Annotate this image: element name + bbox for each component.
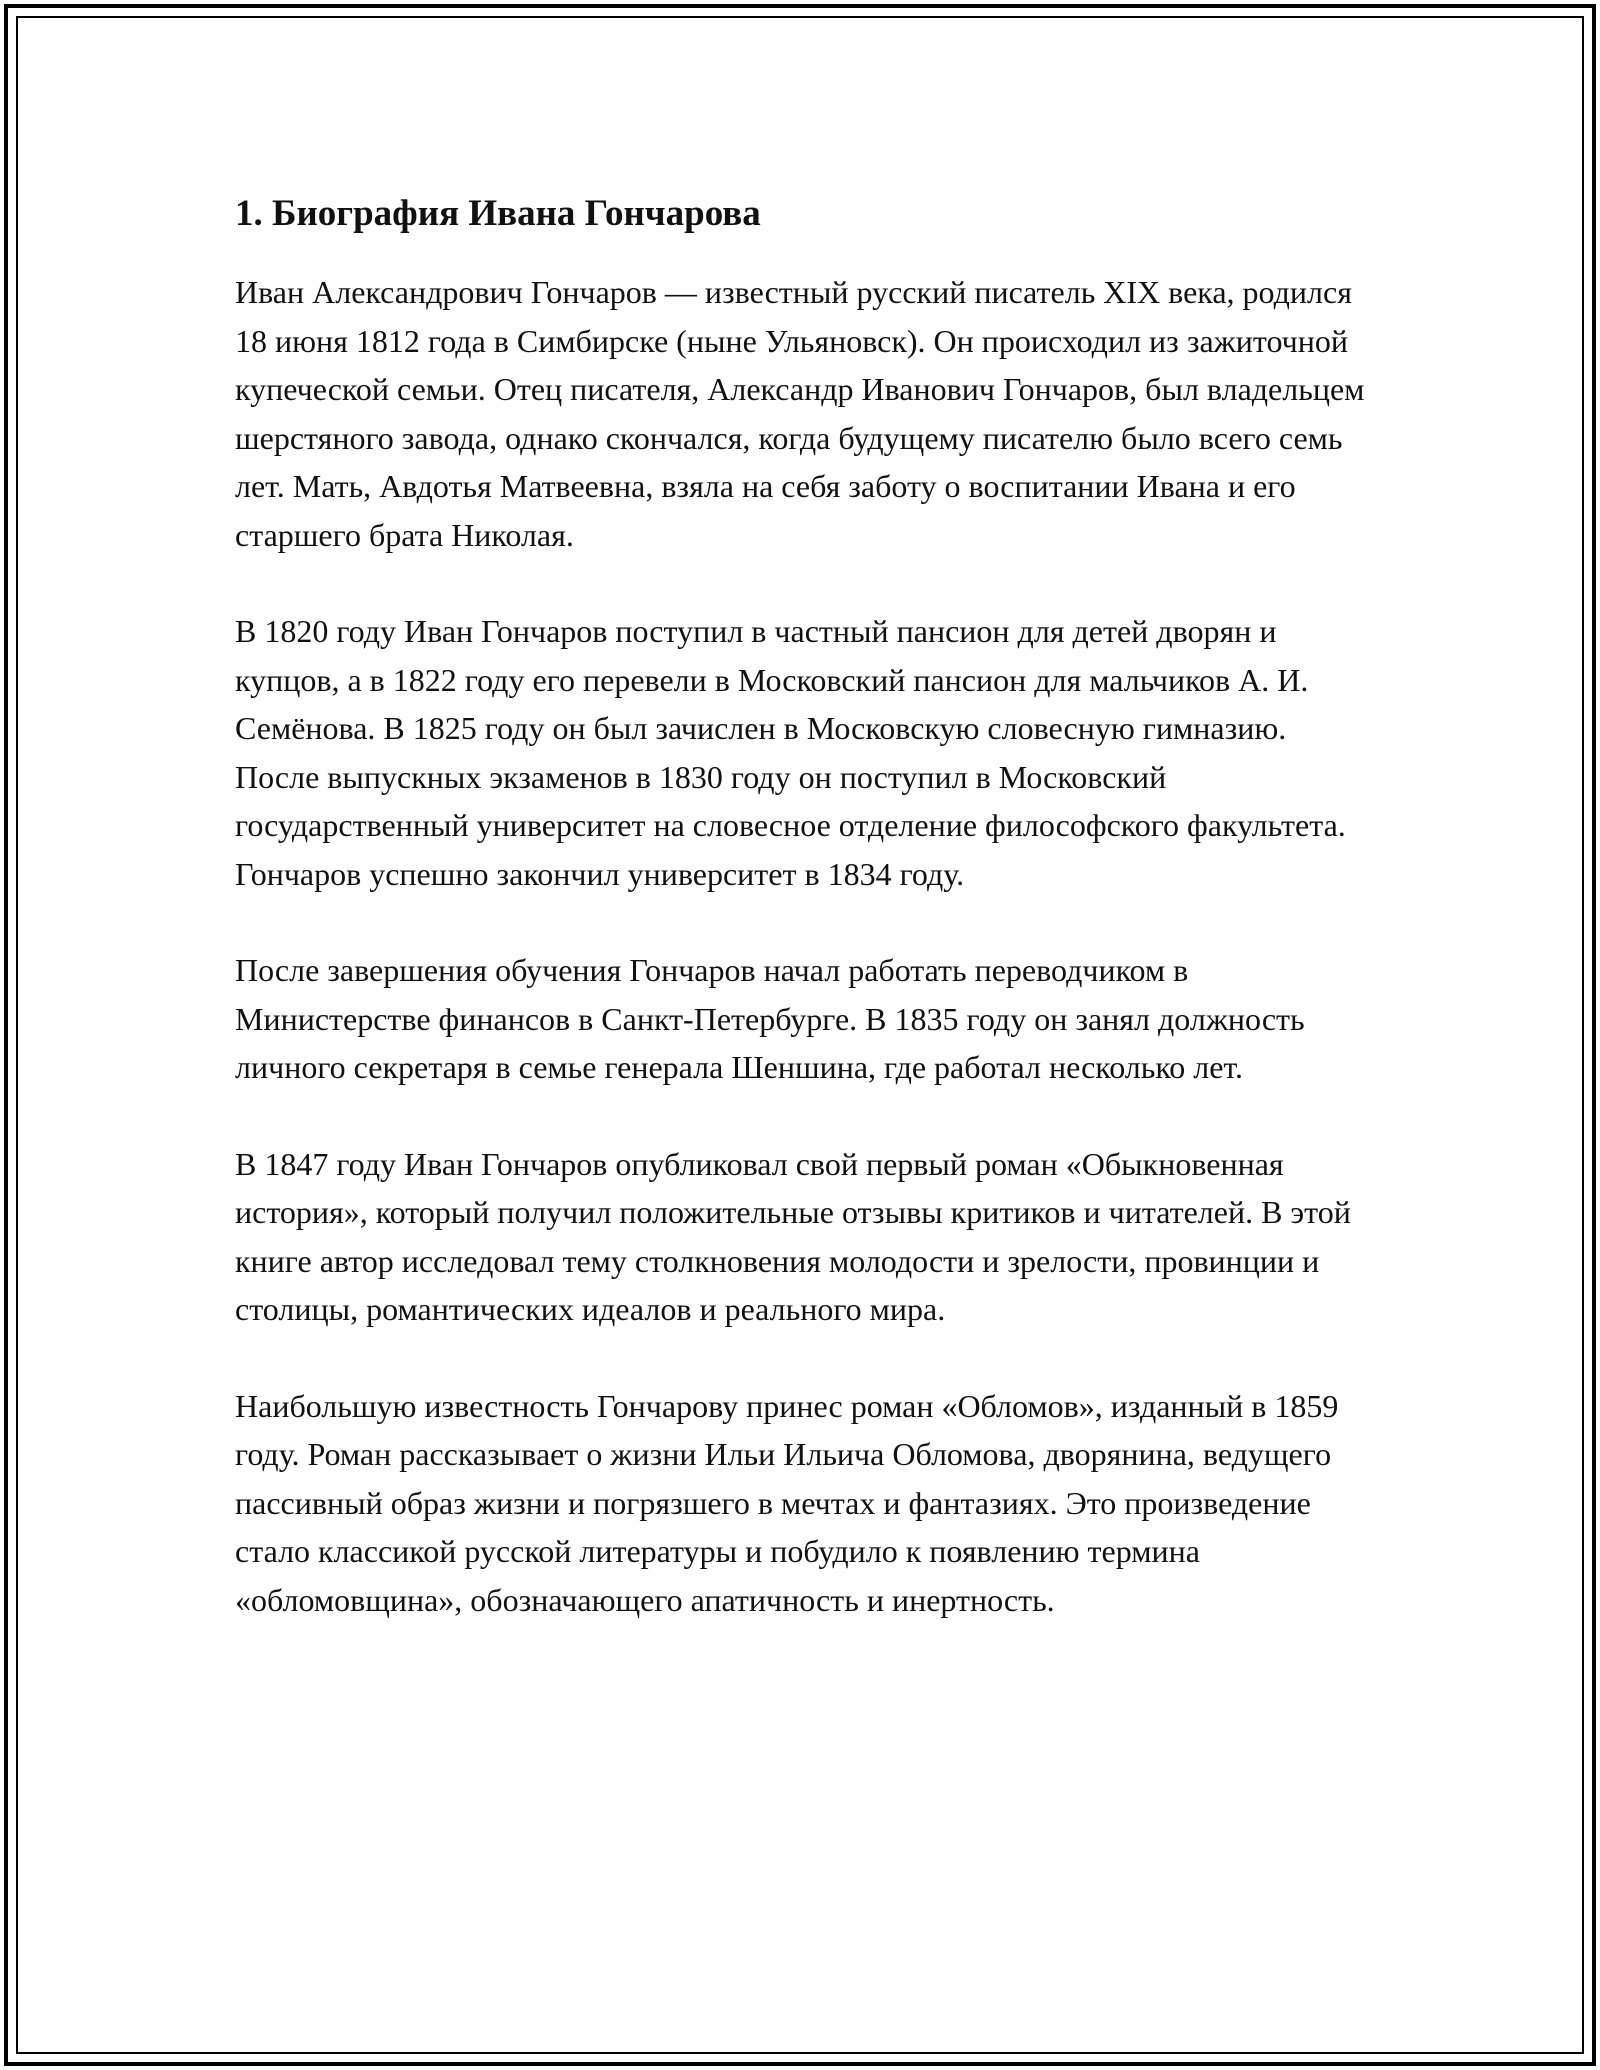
paragraph-oblomov: Наибольшую известность Гончарову принес роман «Обломов», изданный в 1859 году. Роман рассказывает о жизни Ильи Ильича Обломова, дворянина, ведущего пассивный образ жизни и погрязшего в мечтах и фантазиях. Это произведение стало классикой русской литературы и побудило к появлению термина «обломовщина», обозначающего апатичность и инертность. [235, 1387, 1339, 1618]
paragraph-first-novel: В 1847 году Иван Гончаров опубликовал свой первый роман «Обыкновенная история», который получил положительные отзывы критиков и читателей. В этой книге автор исследовал тему столкновения молодости и зрелости, провинции и столицы, романтических идеалов и реального мира. [235, 1145, 1351, 1327]
paragraph-career: После завершения обучения Гончаров начал работать переводчиком в Министерстве финансов в Санкт-Петербурге. В 1835 году он занял должность личного секретаря в семье генерала Шеншина, где работал несколько лет. [235, 952, 1305, 1085]
paragraph-early-life: Иван Александрович Гончаров — известный русский писатель XIX века, родился 18 июня 1812 года в Симбирске (ныне Ульяновск). Он происходил из зажиточной купеческой семьи. Отец писателя, Александр Иванович Гончаров, был владельцем шерстяного завода, однако скончался, когда будущему писателю было всего семь лет. Мать, Авдотья Матвеевна, взяла на себя заботу о воспитании Ивана и его старшего брата Николая. [235, 274, 1365, 553]
document-body [235, 186, 1375, 1672]
paragraph-education: В 1820 году Иван Гончаров поступил в частный пансион для детей дворян и купцов, а в 1822 году его перевели в Московский пансион для мальчиков А. И. Семёнова. В 1825 году он был зачислен в Московскую словесную гимназию. После выпускных экзаменов в 1830 году он поступил в Московский государственный университет на словесное отделение философского факультета. Гончаров успешно закончил университет в 1834 году. [235, 613, 1346, 892]
section-heading: 1. Биография Ивана Гончарова [235, 193, 761, 234]
